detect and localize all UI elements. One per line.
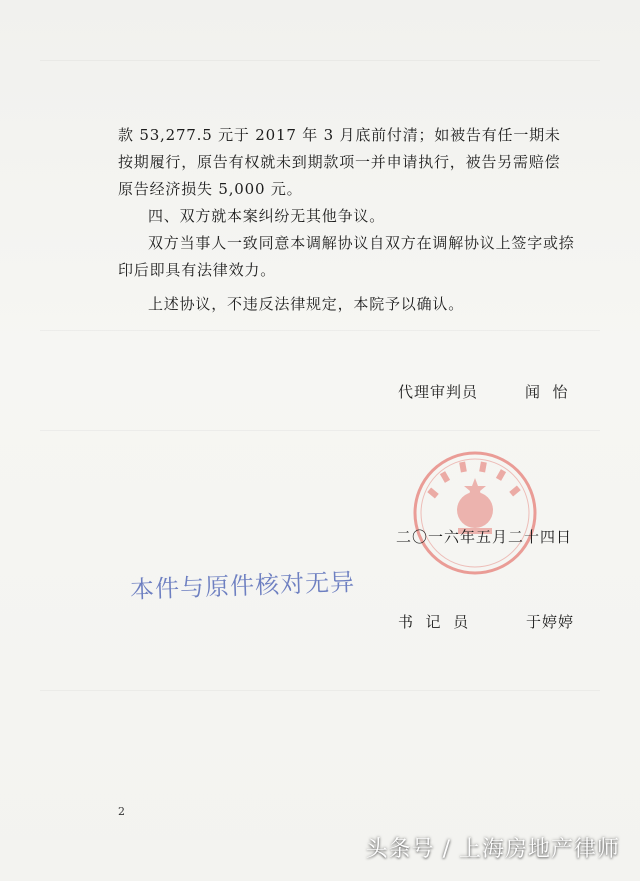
judge-name: 闻 怡 [525, 383, 569, 401]
judgment-date: 二〇一六年五月二十四日 [396, 528, 573, 546]
bleed-line [40, 430, 600, 431]
paragraph-no-other-dispute: 四、双方就本案纠纷无其他争议。 [148, 207, 386, 225]
bleed-line [40, 60, 600, 61]
clerk-name: 于婷婷 [526, 613, 575, 631]
certification-stamp: 本件与原件核对无异 [129, 568, 356, 604]
bleed-line [40, 330, 600, 331]
page-number: 2 [118, 805, 125, 818]
paragraph-effectiveness: 双方当事人一致同意本调解协议自双方在调解协议上签字或捺印后即具有法律效力。 [118, 234, 575, 279]
source-watermark: 头条号 / 上海房地产律师 [365, 837, 620, 862]
court-seal [410, 448, 540, 578]
judge-title: 代理审判员 [398, 383, 479, 401]
paragraph-court-confirmation: 上述协议，不违反法律规定，本院予以确认。 [148, 295, 465, 313]
bleed-line [40, 690, 600, 691]
clerk-title: 书 记 员 [398, 613, 470, 631]
paragraph-payment-terms: 款 53,277.5 元于 2017 年 3 月底前付清；如被告有任一期未按期履行，原告有权就未到期款项一并申请执行，被告另需赔偿原告经济损失 5,000 元。 [118, 126, 561, 198]
